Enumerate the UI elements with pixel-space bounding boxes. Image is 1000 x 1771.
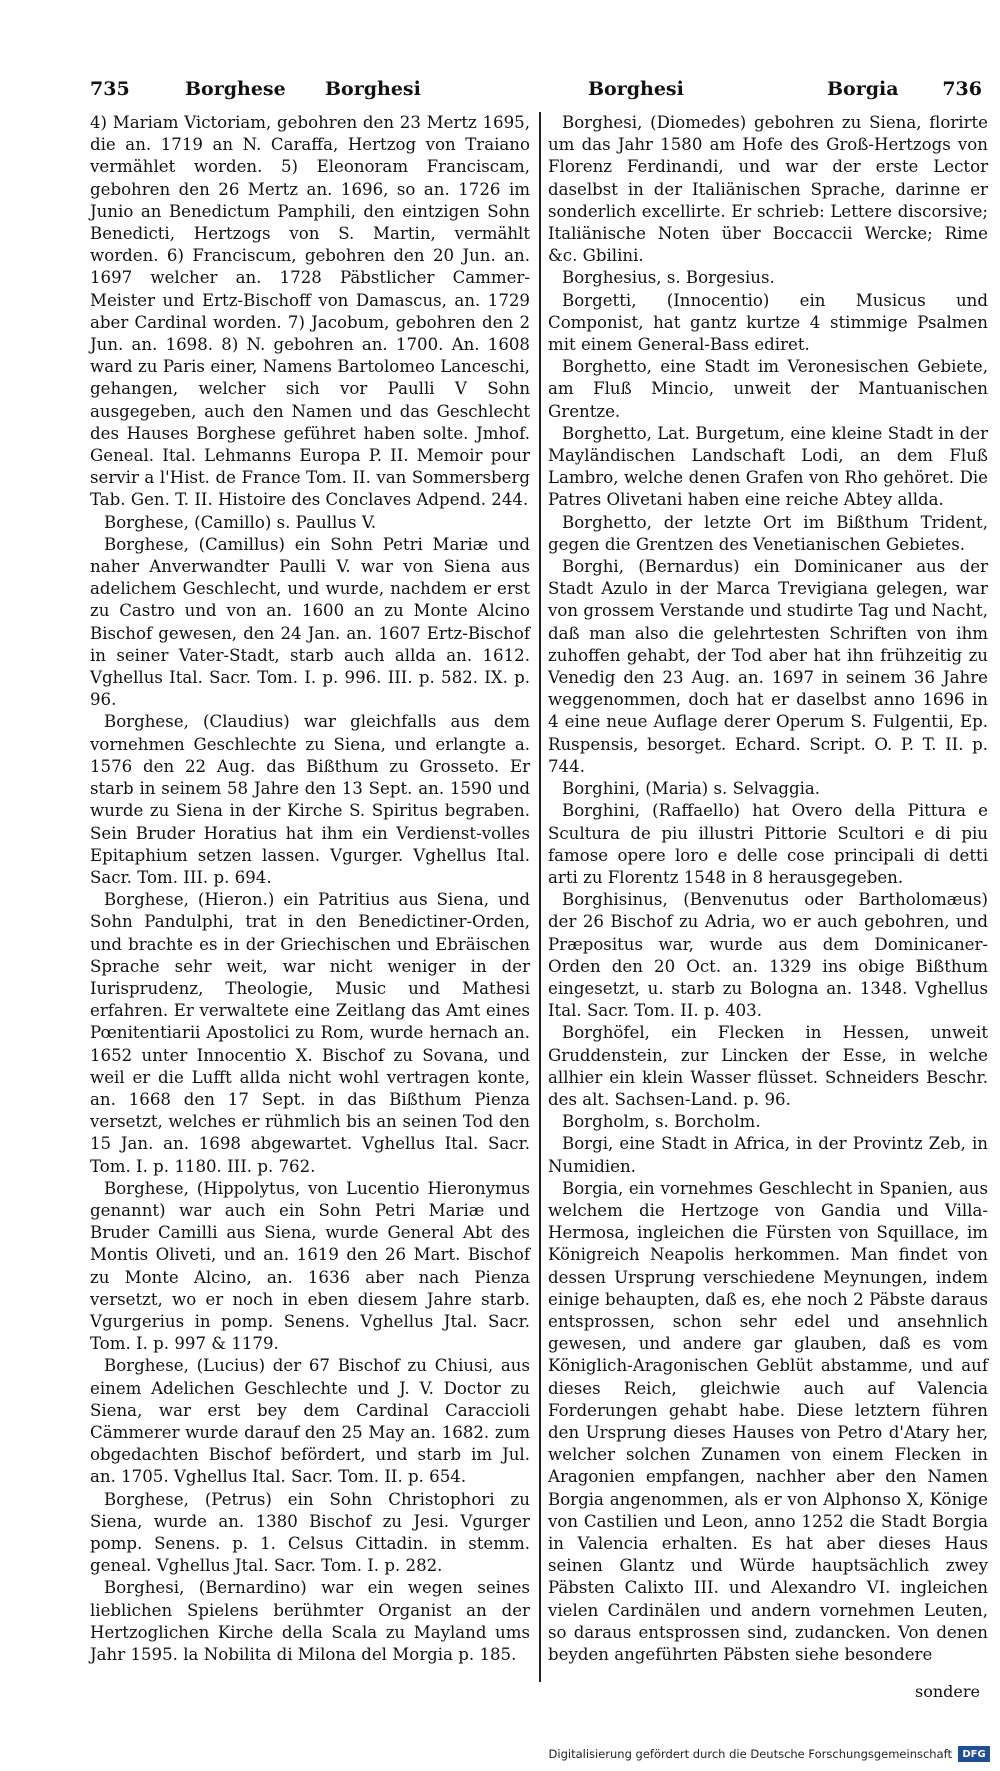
entry-text: Borghesius, s. Borgesius. [562, 268, 775, 288]
entry-text: Borgetti, (Innocentio) ein Musicus und Componist, hat gantz kurtze 4 stimmige Psalmen mit einem General-Bass ediret. [548, 290, 988, 355]
entry-text: Borghesi, (Diomedes) gebohren zu Siena, florirte um das Jahr 1580 am Hofe des Groß-Hertzogs von Florenz Ferdinandi, und war der erste Lector daselbst in der Italiänischen Sprache, darinne er sonderlich excellirte. Er schrieb: Lettere discorsive; Italiänische Noten über Boccaccii Wercke; Rime &c. Gbilini. [548, 113, 988, 266]
left-column [90, 112, 530, 1666]
entry-text: Borghese, (Hieron.) ein Patritius aus Siena, und Sohn Pandulphi, trat in den Benedictiner-Orden, und brachte es in der Griechischen und Ebräischen Sprache sehr weit, war nicht weniger in der Iurisprudenz, Theologie, Music und Mathesi erfahren. Er verwaltete eine Zeitlang das Amt eines Pœnitentiarii Apostolici zu Rom, wurde hernach an. 1652 unter Innocentio X. Bischof zu Sovana, und weil er die Lufft allda nicht wohl vertragen konte, an. 1668 den 17 Sept. in das Bißthum Pienza versetzt, welches er rühmlich bis an seinen Tod den 15 Jan. an. 1698 abgewartet. Vghellus Ital. Sacr. Tom. I. p. 1180. III. p. 762. [90, 890, 530, 1176]
entry-text: Borghini, (Maria) s. Selvaggia. [562, 779, 821, 799]
catchword: sondere [915, 1682, 980, 1701]
head-word-right-1: Borghesi [588, 78, 684, 100]
entry-text: Borghese, (Hippolytus, von Lucentio Hieronymus genannt) war auch ein Sohn Petri Mariæ und Bruder Camilli aus Siena, wurde General Abt des Montis Oliveti, und an. 1619 den 26 Mart. Bischof zu Monte Alcino, an. 1636 aber nach Pienza versetzt, wo er noch in eben diesem Jahre starb. Vgurgerius in pomp. Senens. Vghellus Jtal. Sacr. Tom. I. p. 997 & 1179. [90, 1178, 530, 1354]
entry-text: Borghese, (Lucius) der 67 Bischof zu Chiusi, aus einem Adelichen Geschlechte und J. V. Doctor zu Siena, war erst bey dem Cardinal Caraccioli Cämmerer wurde darauf den 25 May an. 1682. zum obgedachten Bischof befördert, und starb im Jul. an. 1705. Vghellus Ital. Sacr. Tom. II. p. 654. [90, 1356, 530, 1487]
entry-text: Borghesi, (Bernardino) war ein wegen seines lieblichen Spielens berühmter Organist an der Hertzoglichen Kirche della Scala zu Mayland ums Jahr 1595. la Nobilita di Milona del Morgia p. 185. [90, 1578, 530, 1665]
footer-text: Digitalisierung gefördert durch die Deutsche Forschungsgemeinschaft [548, 1747, 952, 1761]
entry-text: Borghöfel, ein Flecken in Hessen, unweit Gruddenstein, zur Lincken der Esse, in welche allhier ein klein Wasser flüsset. Schneiders Beschr. des alt. Sachsen-Land. p. 96. [548, 1023, 988, 1109]
head-word-left-1: Borghese [185, 78, 286, 100]
entry-text: Borgia, ein vornehmes Geschlecht in Spanien, aus welchem die Hertzoge von Gandia und Villa-Hermosa, ingleichen die Fürsten von Squillace, im Königreich Neapolis herkommen. Man findet von dessen Ursprung verschiedene Meynungen, indem einige behaupten, daß es, ehe noch 2 Päbste daraus entsprossen, schon sehr edel und ansehnlich gewesen, und andere gar glauben, daß es vom Königlich-Aragonischen Geblüt abstamme, und auf dieses Reich, gleichwie auch auf Valencia Forderungen gehabt habe. Diese letztern führen den Ursprung dieses Hauses von Petro d'Atary her, welcher solchen Zunamen von einem Flecken in Aragonien empfangen, nachher aber den Namen Borgia angenommen, als er von Alphonso X, Könige von Castilien und Leon, anno 1252 die Stadt Borgia in Valencia erhalten. Es hat aber dieses Haus seinen Glantz und Würde hauptsächlich zwey Päbsten Calixto III. und Alexandro VI. ingleichen vielen Cardinälen und andern vornehmen Leuten, so daraus entsprossen sind, zudancken. Von denen beyden angeführten Päbsten siehe besondere [548, 1178, 988, 1665]
head-word-left-2: Borghesi [325, 78, 421, 100]
entry-text: Borghetto, der letzte Ort im Bißthum Trident, gegen die Grentzen des Venetianischen Gebietes. [548, 512, 988, 554]
entry-text: 4) Mariam Victoriam, gebohren den 23 Mertz 1695, die an. 1719 an N. Caraffa, Hertzog von Traiano vermählet worden. 5) Eleonoram Franciscam, gebohren den 26 Mertz an. 1696, so an. 1726 im Junio an Benedictum Pamphili, den eintzigen Sohn Benedicti, Hertzogs von S. Martin, vermählt worden. 6) Franciscum, gebohren den 20 Jun. an. 1697 welcher an. 1728 Päbstlicher Cammer-Meister und Ertz-Bischoff von Damascus, an. 1729 aber Cardinal worden. 7) Jacobum, gebohren den 2 Jun. an. 1698. 8) N. gebohren an. 1700. An. 1608 ward zu Paris einer, Namens Bartolomeo Lanceschi, gehangen, welcher sich vor Paulli V Sohn ausgegeben, auch den Namen und das Geschlecht des Hauses Borghese geführet haben solte. Jmhof. Geneal. Ital. Lehmanns Europa P. II. Memoir pour servir a l'Hist. de France Tom. II. van Sommersberg Tab. Gen. T. II. Histoire des Conclaves Adpend. 244. [90, 113, 530, 510]
entry-text: Borgi, eine Stadt in Africa, in der Provintz Zeb, in Numidien. [548, 1134, 988, 1176]
running-header [90, 78, 982, 106]
entry-text: Borghisinus, (Benvenutus oder Bartholomæus) der 26 Bischof zu Adria, wo er auch gebohren, und Præpositus war, wurde aus dem Dominicaner-Orden den 20 Oct. an. 1329 ins obige Bißthum eingesetzt, u. starb zu Bologna an. 1348. Vghellus Ital. Sacr. Tom. II. p. 403. [548, 890, 988, 1021]
entry-text: Borghetto, eine Stadt im Veronesischen Gebiete, am Fluß Mincio, unweit der Mantuanischen Grentze. [548, 357, 988, 421]
entry-text: Borghese, (Camillus) ein Sohn Petri Mariæ und naher Anverwandter Paulli V. war von Siena aus adelichem Geschlecht, und wurde, nachdem er erst zu Castro und von an. 1600 an zu Monte Alcino Bischof gewesen, den 24 Jan. an. 1607 Ertz-Bischof in seiner Vater-Stadt, starb auch allda an. 1612. Vghellus Ital. Sacr. Tom. I. p. 996. III. p. 582. IX. p. 96. [90, 534, 530, 710]
page-number-left: 735 [90, 78, 130, 100]
head-word-right-2: Borgia [827, 78, 899, 100]
digitization-footer [549, 1745, 990, 1763]
entry-text: Borghi, (Bernardus) ein Dominicaner aus der Stadt Azulo in der Marca Trevigiana gelegen, war von grossem Verstande und studirte Tag und Nacht, daß man also die gelehrtesten Schriften von ihm zuhoffen gehabt, der Tod aber hat ihn frühzeitig zu Venedig den 23 Aug. an. 1697 in seinem 36 Jahre weggenommen, doch hat er daselbst anno 1696 in 4 eine neue Auflage derer Operum S. Fulgentii, Ep. Ruspensis, besorget. Echard. Script. O. P. T. II. p. 744. [548, 557, 988, 776]
entry-text: Borgholm, s. Borcholm. [562, 1112, 761, 1132]
entry-text: Borghese, (Petrus) ein Sohn Christophori zu Siena, wurde an. 1380 Bischof zu Jesi. Vgurger pomp. Senens. p. 1. Celsus Cittadin. in stemm. geneal. Vghellus Jtal. Sacr. Tom. I. p. 282. [90, 1489, 530, 1576]
entry-text: Borghini, (Raffaello) hat Overo della Pittura e Scultura de piu illustri Pittorie Scultori e di piu famose opere loro e delle cose principali di detti arti zu Florentz 1548 in 8 herausgegeben. [548, 801, 988, 887]
column-divider [539, 112, 541, 1682]
right-column [548, 112, 988, 1666]
dfg-logo-icon: DFG [958, 1746, 990, 1762]
entry-text: Borghese, (Claudius) war gleichfalls aus dem vornehmen Geschlechte zu Siena, und erlangte a. 1576 den 22 Aug. das Bißthum zu Grosseto. Er starb in seinem 58 Jahre den 13 Sept. an. 1590 und wurde zu Siena in der Kirche S. Spiritus begraben. Sein Bruder Horatius hat ihm ein Verdienst-volles Epitaphium setzen lassen. Vgurger. Vghellus Ital. Sacr. Tom. III. p. 694. [90, 712, 530, 887]
page-number-right: 736 [942, 78, 982, 100]
entry-text: Borghese, (Camillo) s. Paullus V. [104, 512, 377, 532]
entry-text: Borghetto, Lat. Burgetum, eine kleine Stadt in der Mayländischen Landschaft Lodi, an dem Fluß Lambro, welche denen Grafen von Rho gehöret. Die Patres Olivetani haben eine reiche Abtey allda. [548, 423, 988, 510]
